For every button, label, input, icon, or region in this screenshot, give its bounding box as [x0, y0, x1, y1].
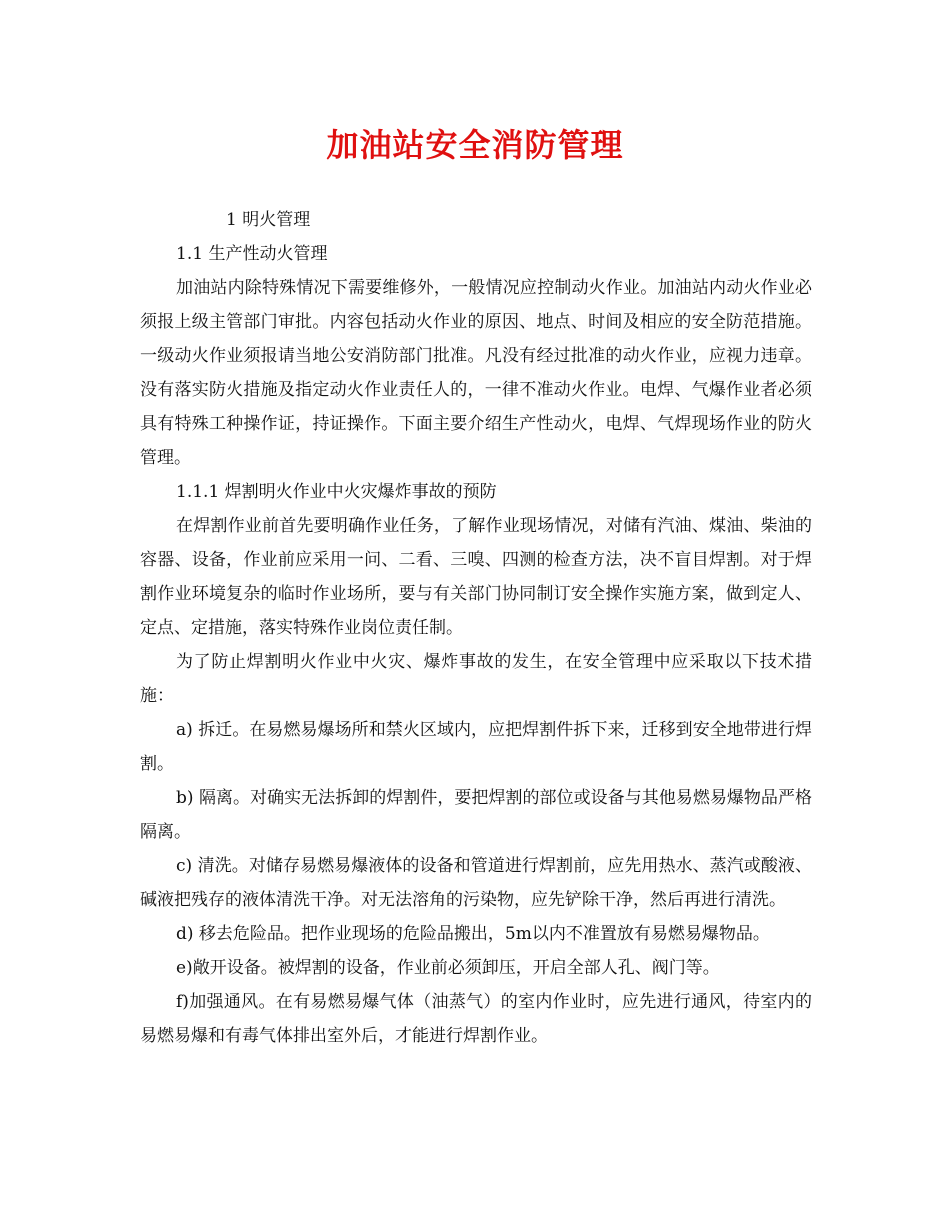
list-item: b) 隔离。对确实无法拆卸的焊割件，要把焊割的部位或设备与其他易燃易爆物品严格隔离。 [140, 788, 812, 842]
list-item: a) 拆迁。在易燃易爆场所和禁火区域内，应把焊割件拆下来，迁移到安全地带进行焊割。 [140, 720, 812, 774]
list-item: e)敞开设备。被焊割的设备，作业前必须卸压，开启全部人孔、阀门等。 [176, 958, 720, 978]
paragraph: 为了防止焊割明火作业中火灾、爆炸事故的发生，在安全管理中应采取以下技术措施： [140, 652, 812, 706]
list-item: c) 清洗。对储存易燃易爆液体的设备和管道进行焊割前，应先用热水、蒸汽或酸液、碱液把残存的液体清洗干净。对无法溶角的污染物，应先铲除干净，然后再进行清洗。 [140, 856, 812, 910]
list-item: d) 移去危险品。把作业现场的危险品搬出，5m以内不准置放有易燃易爆物品。 [176, 924, 770, 944]
subsection-heading: 1.1.1 焊割明火作业中火灾爆炸事故的预防 [176, 482, 497, 502]
page-title: 加油站安全消防管理 [326, 126, 624, 164]
paragraph: 在焊割作业前首先要明确作业任务，了解作业现场情况，对储有汽油、煤油、柴油的容器、设备，作业前应采用一问、二看、三嗅、四测的检查方法，决不盲目焊割。对于焊割作业环境复杂的临时作业场所，要与有关部门协同制订安全操作实施方案，做到定人、定点、定措施，落实特殊作业岗位责任制。 [140, 516, 812, 638]
subsection-heading: 1.1 生产性动火管理 [176, 244, 328, 264]
paragraph: 加油站内除特殊情况下需要维修外，一般情况应控制动火作业。加油站内动火作业必须报上级主管部门审批。内容包括动火作业的原因、地点、时间及相应的安全防范措施。一级动火作业须报请当地公安消防部门批准。凡没有经过批准的动火作业，应视力违章。没有落实防火措施及指定动火作业责任人的，一律不准动火作业。电焊、气爆作业者必须具有特殊工种操作证，持证操作。下面主要介绍生产性动火，电焊、气焊现场作业的防火管理。 [140, 278, 812, 468]
document-body [140, 203, 812, 1053]
list-item: f)加强通风。在有易燃易爆气体（油蒸气）的室内作业时，应先进行通风，待室内的易燃易爆和有毒气体排出室外后，才能进行焊割作业。 [140, 992, 812, 1046]
section-heading: 1 明火管理 [226, 210, 311, 230]
